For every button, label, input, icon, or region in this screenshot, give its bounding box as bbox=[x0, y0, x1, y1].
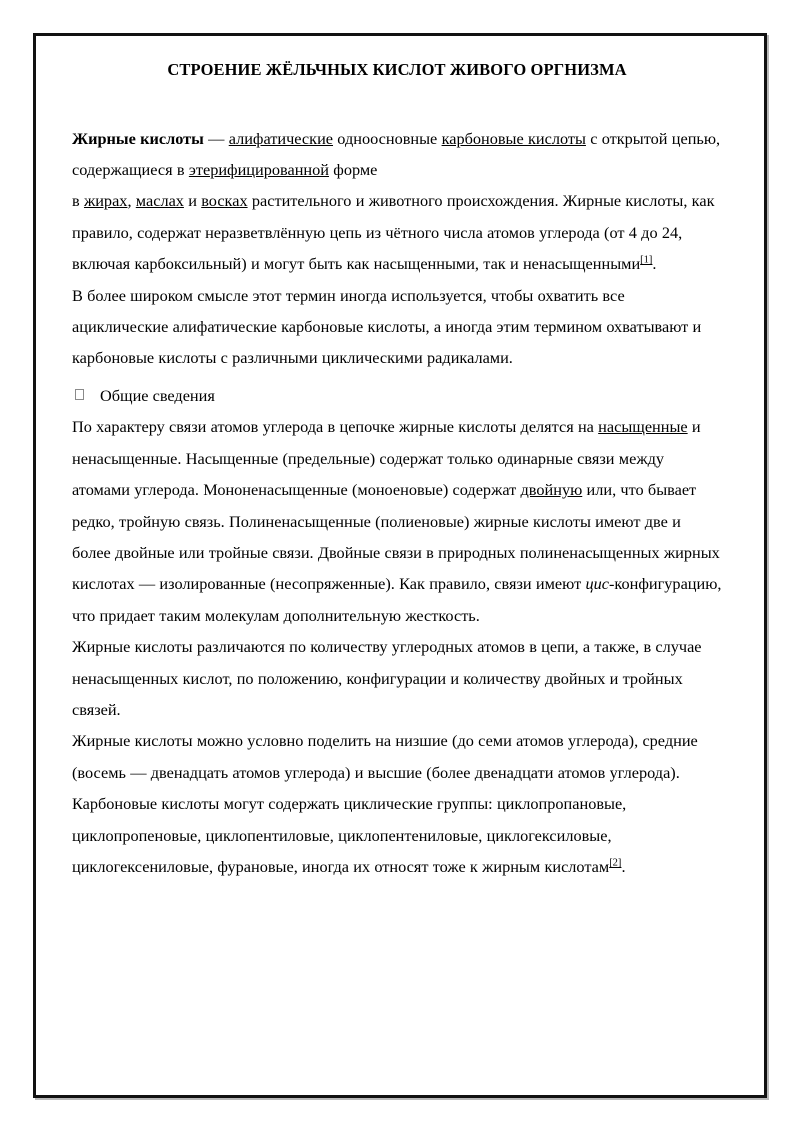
inline-link[interactable]: этерифицированной bbox=[188, 160, 329, 180]
paragraph-bond-character: По характеру связи атомов углерода в цепочке жирные кислоты делятся на насыщенные и ненасыщенные. Насыщенные (предельные) содержат только одинарные связи между атомами углерода. Мононенасыщенные (моноеновые) содержат двойную или, что бывает редко, тройную связь. Полиненасыщенные (полиеновые) жирные кислоты имеют две и более двойные или тройные связи. Двойные связи в природных полиненасыщенных жирных кислотах — изолированные (несопряженные). Как правило, связи имеют цис-конфигурацию, что придает таким молекулам дополнительную жесткость. bbox=[72, 417, 722, 625]
inline-link[interactable]: восках bbox=[201, 191, 248, 211]
reference-marker[interactable]: [2] bbox=[609, 857, 622, 869]
page-title: СТРОЕНИЕ ЖЁЛЬЧНЫХ КИСЛОТ ЖИВОГО ОРГНИЗМА bbox=[167, 60, 627, 79]
inline-link[interactable]: жирах bbox=[83, 191, 128, 211]
section-heading-label: Общие сведения bbox=[100, 385, 215, 405]
missing-glyph-box-icon bbox=[75, 389, 84, 400]
section-heading-general-info bbox=[72, 380, 722, 411]
paragraph-broader-sense: В более широком смысле этот термин иногда используется, чтобы охватить все ациклические алифатические карбоновые кислоты, а иногда этим термином охватывают и карбоновые кислоты с различными циклическими радикалами. bbox=[72, 285, 702, 368]
paragraph-classification: Жирные кислоты можно условно поделить на низшие (до семи атомов углерода), средние (восемь — двенадцать атомов углерода) и высшие (более двенадцати атомов углерода). Карбоновые кислоты могут содержать циклические группы: циклопропановые, циклопропеновые, циклопентиловые, циклопентениловые, циклогексиловые, циклогексениловые, фурановые, иногда их относят тоже к жирным кислотам[2]. bbox=[72, 731, 698, 876]
paragraph-chain-length: Жирные кислоты различаются по количеству углеродных атомов в цепи, а также, в случае ненасыщенных кислот, по положению, конфигурации и количеству двойных и тройных связей. bbox=[72, 637, 702, 719]
inline-link[interactable]: насыщенные bbox=[598, 417, 688, 437]
inline-link[interactable]: карбоновые кислоты bbox=[441, 128, 586, 148]
inline-link[interactable]: маслах bbox=[135, 191, 184, 211]
inline-link[interactable]: алифатические bbox=[228, 128, 334, 148]
paragraph-definition: Жирные кислоты — алифатические одноосновные карбоновые кислоты с открытой цепью, содержащиеся в этерифицированной форме в жирах, маслах и восках растительного и животного происхождения. Жирные кислоты, как правило, содержат неразветвлённую цепь из чётного числа атомов углерода (от 4 до 24, включая карбоксильный) и могут быть как насыщенными, так и ненасыщенными[1]. bbox=[72, 128, 721, 274]
lead-term: Жирные кислоты bbox=[72, 128, 204, 148]
emphasis-text: цис- bbox=[585, 574, 615, 594]
inline-link[interactable]: двойную bbox=[520, 480, 583, 500]
document-content bbox=[72, 60, 722, 882]
reference-marker[interactable]: [1] bbox=[640, 254, 653, 266]
